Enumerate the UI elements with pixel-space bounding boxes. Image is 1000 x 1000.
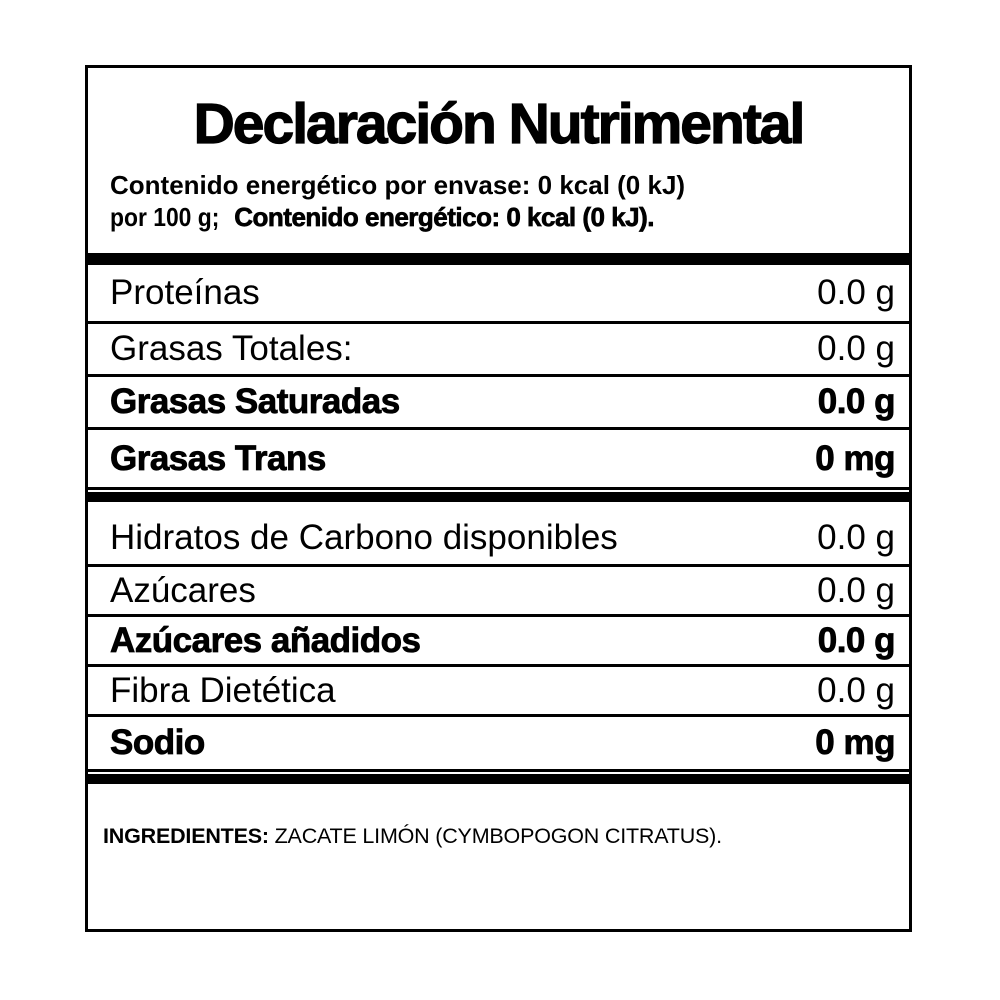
table-row-azucares bbox=[88, 564, 909, 614]
nutrient-value: 0 mg bbox=[815, 438, 895, 478]
table-row-hidratos bbox=[88, 502, 909, 564]
nutrient-name: Grasas Totales: bbox=[110, 329, 353, 368]
nutrient-name: Grasas Saturadas bbox=[110, 382, 400, 421]
nutrient-name: Fibra Dietética bbox=[110, 670, 336, 710]
table-row-grasas-trans bbox=[88, 427, 909, 487]
nutrient-value: 0.0 g bbox=[817, 670, 895, 710]
table-row-sodio bbox=[88, 714, 909, 769]
energy-line-per-100g bbox=[110, 201, 889, 233]
nutrient-name: Azúcares añadidos bbox=[110, 620, 421, 660]
nutrient-value: 0.0 g bbox=[817, 273, 895, 312]
ingredients-text: ZACATE LIMÓN (CYMBOPOGON CITRATUS). bbox=[268, 824, 722, 848]
nutrient-name: Grasas Trans bbox=[110, 438, 326, 478]
table-row-grasas-saturadas bbox=[88, 374, 909, 427]
nutrient-value: 0.0 g bbox=[817, 518, 895, 557]
thick-divider-top bbox=[88, 253, 909, 265]
energy-per-100g-value: Contenido energético: 0 kcal (0 kJ). bbox=[234, 202, 655, 232]
thick-divider-middle bbox=[88, 492, 909, 502]
ingredients-label: INGREDIENTES: bbox=[103, 824, 269, 848]
label-title: Declaración Nutrimental bbox=[193, 92, 804, 156]
energy-content-block bbox=[110, 169, 889, 233]
energy-line-per-package: Contenido energético por envase: 0 kcal (0 kJ) bbox=[110, 170, 686, 200]
table-row-proteinas bbox=[88, 265, 909, 321]
nutrient-name: Azúcares bbox=[110, 570, 256, 610]
nutrient-name: Sodio bbox=[110, 723, 205, 762]
nutrient-value: 0.0 g bbox=[817, 382, 895, 421]
table-row-grasas-totales bbox=[88, 321, 909, 374]
nutrient-section-carbs bbox=[88, 502, 909, 772]
thick-divider-bottom bbox=[88, 774, 909, 784]
table-row-azucares-anadidos bbox=[88, 614, 909, 664]
nutrient-value: 0.0 g bbox=[817, 570, 895, 610]
nutrient-name: Hidratos de Carbono disponibles bbox=[110, 518, 618, 557]
table-row-fibra bbox=[88, 664, 909, 714]
nutrient-value: 0.0 g bbox=[817, 329, 895, 368]
nutrient-value: 0.0 g bbox=[817, 620, 895, 660]
nutrient-name: Proteínas bbox=[110, 273, 260, 312]
nutrient-section-fats bbox=[88, 265, 909, 490]
nutrition-label bbox=[85, 65, 912, 932]
ingredients-line bbox=[103, 824, 889, 849]
nutrient-value: 0 mg bbox=[815, 723, 895, 762]
energy-per-100g-prefix: por 100 g; bbox=[110, 202, 220, 232]
